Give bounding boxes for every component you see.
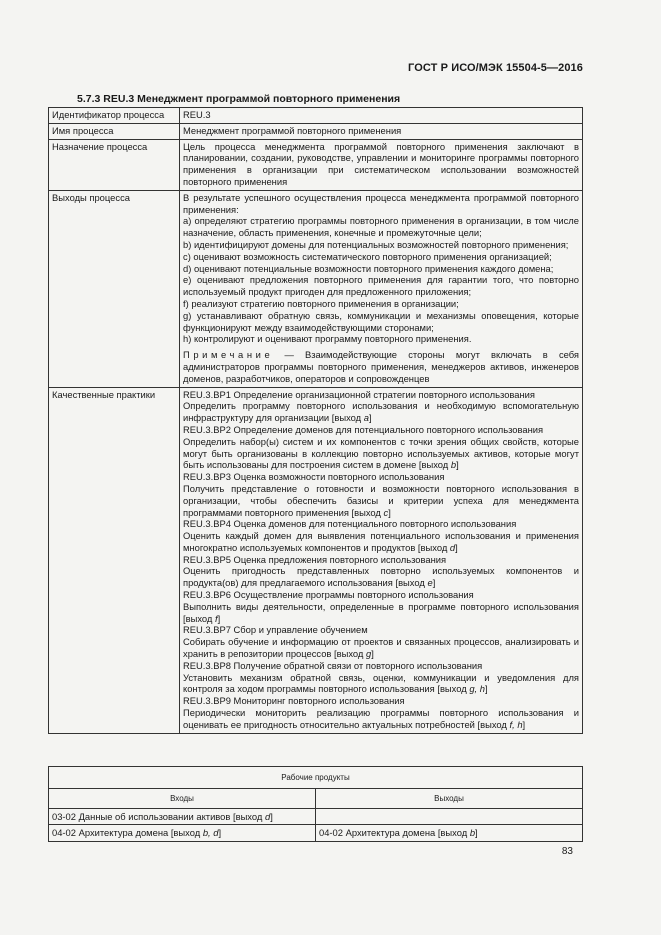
outputs-intro: В результате успешного осуществления процесса менеджмента программой повторного применения: xyxy=(183,191,579,215)
practice-text: Оценить каждый домен для выявления потенциального использования и применения многократно используемых компонентов и продуктов [выход d] xyxy=(183,530,579,553)
table-row xyxy=(49,825,583,842)
note-label: Примечание xyxy=(183,349,274,361)
purpose-label: Назначение процесса xyxy=(49,139,180,190)
name-label: Имя процесса xyxy=(49,123,180,139)
practices-label: Качественные практики xyxy=(49,387,180,733)
table-row xyxy=(49,123,583,139)
section-title: 5.7.3 REU.3 Менеджмент программой повторного применения xyxy=(77,93,401,105)
practice-text: Получить представление о готовности и возможности повторного использования в организации, чтобы обеспечить базисы и критерии успеха для менеджмента программами повторного применения [выход c] xyxy=(183,482,579,518)
practice-title: REU.3.BP8 Получение обратной связи от повторного использования xyxy=(183,659,483,671)
outputs-item: g) устанавливают обратную связь, коммуникации и механизмы оповещения, которые функционируют между взаимодействующими сторонами; xyxy=(183,309,579,333)
outputs-cell xyxy=(180,190,583,387)
table-row xyxy=(49,808,583,825)
practice-text: Установить механизм обратной связь, оценки, коммуникации и уведомления для контроля за ходом программы повторного использования [выход g, h] xyxy=(183,671,579,695)
practice-title: REU.3.BP1 Определение организационной стратегии повторного использования xyxy=(183,388,535,400)
table-row xyxy=(49,190,583,387)
practice-title: REU.3.BP5 Оценка предложения повторного использования xyxy=(183,553,447,565)
table-row xyxy=(49,788,583,808)
practices-cell xyxy=(180,387,583,733)
practice-title: REU.3.BP7 Сбор и управление обучением xyxy=(183,624,368,636)
page-number: 83 xyxy=(561,846,573,857)
note-text: — Взаимодействующие стороны могут включать в себя администраторов программы повторного применения, менеджеров активов, инженеров доменов, разработчиков, операторов и сопровожденцев xyxy=(183,349,579,384)
practice-text: Оценить пригодность представленных повторно используемых компонентов и продукта(ов) для предлагаемого использования [выход e] xyxy=(183,565,579,589)
practice-text: Определить набор(ы) систем и их компонентов с точки зрения общих свойств, которые могут быть организованы в коллекцию повторно используемых активов, которые могут быть использованы для построения систем в домене [выход b] xyxy=(183,435,579,471)
output-cell xyxy=(316,808,583,825)
practice-title: REU.3.BP3 Оценка возможности повторного использования xyxy=(183,471,445,483)
work-products-table xyxy=(48,766,583,842)
id-value: REU.3 xyxy=(180,108,583,124)
outputs-item: a) определяют стратегию программы повторного применения в организации, в том числе назначение, область применения, конечные и промежуточные цели; xyxy=(183,215,579,239)
table-row xyxy=(49,767,583,789)
practice-text: Периодически мониторить реализацию программы повторного использования и оценивать ее пригодность относительно актуальных потребностей [выход f, h] xyxy=(183,707,579,730)
name-value: Менеджмент программой повторного применения xyxy=(180,123,583,139)
practice-title: REU.3.BP6 Осуществление программы повторного использования xyxy=(183,589,474,601)
practice-text: Выполнить виды деятельности, определенные в программе повторного использования [выход f] xyxy=(183,600,579,624)
input-cell: 03-02 Данные об использовании активов [выход d] xyxy=(49,808,316,825)
practice-title: REU.3.BP2 Определение доменов для потенциального повторного использования xyxy=(183,423,544,435)
table-row xyxy=(49,139,583,190)
table-row xyxy=(49,387,583,733)
practice-text: Определить программу повторного использования и необходимую вспомогательную инфраструктуру для организации [выход a] xyxy=(183,400,579,424)
input-cell: 04-02 Архитектура домена [выход b, d] xyxy=(49,825,316,842)
practice-text: Собирать обучение и информацию от проектов и связанных процессов, анализировать и хранить в репозитории процессов [выход g] xyxy=(183,636,579,660)
work-products-caption: Рабочие продукты xyxy=(49,767,583,789)
outputs-item: h) контролируют и оценивают программу повторного применения. xyxy=(183,333,472,345)
outputs-item: c) оценивают возможность систематического повторного применения организацией; xyxy=(183,250,552,262)
outputs-note xyxy=(183,349,579,384)
purpose-value: Цель процесса менеджмента программой повторного применения заключают в планировании, создании, руководстве, управлении и мониторинге программы повторного применения в организации при систематическом использовании возможностей повторного применения xyxy=(180,139,583,190)
inputs-header: Входы xyxy=(49,788,316,808)
process-table xyxy=(48,107,583,734)
id-label: Идентификатор процесса xyxy=(49,108,180,124)
table-row xyxy=(49,108,583,124)
outputs-header: Выходы xyxy=(316,788,583,808)
output-cell: 04-02 Архитектура домена [выход b] xyxy=(316,825,583,842)
outputs-item: d) оценивают потенциальные возможности повторного применения каждого домена; xyxy=(183,262,554,274)
practice-title: REU.3.BP9 Мониторинг повторного использования xyxy=(183,695,405,707)
outputs-label: Выходы процесса xyxy=(49,190,180,387)
standard-header: ГОСТ Р ИСО/МЭК 15504-5—2016 xyxy=(408,62,583,74)
outputs-item: f) реализуют стратегию повторного применения в организации; xyxy=(183,297,459,309)
outputs-item: e) оценивают предложения повторного применения для гарантии того, что повторно используемый продукт пригоден для предложенного приложения; xyxy=(183,274,579,298)
practice-title: REU.3.BP4 Оценка доменов для потенциального повторного использования xyxy=(183,518,517,530)
outputs-item: b) идентифицируют домены для потенциальных возможностей повторного применения; xyxy=(183,238,569,250)
